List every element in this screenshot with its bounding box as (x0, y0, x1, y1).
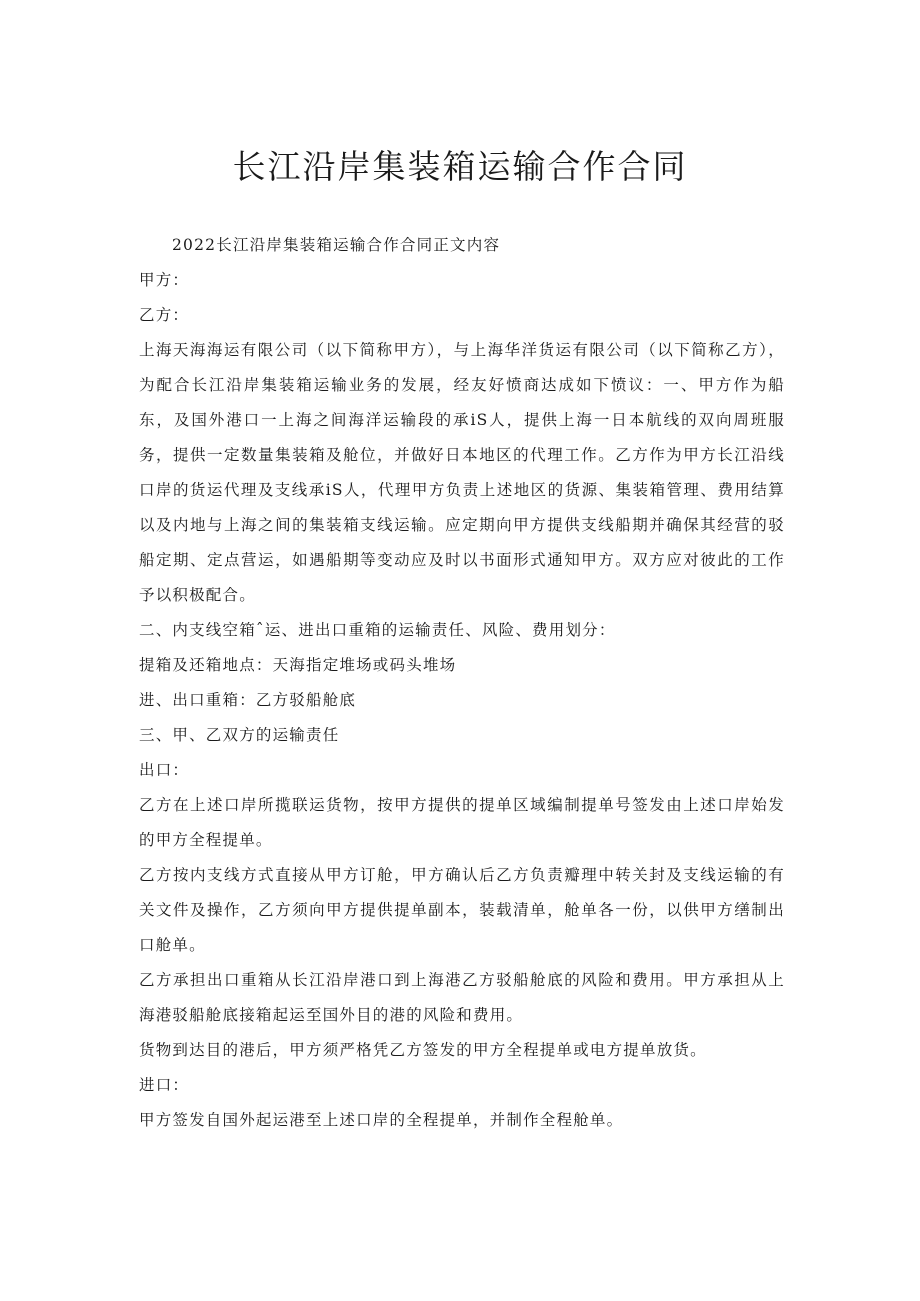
export-paragraph-2: 乙方按内支线方式直接从甲方订舱，甲方确认后乙方负责瓣理中转关封及支线运输的有关文件及操作，乙方须向甲方提供提单副本，装载清单，舱单各一份，以供甲方缮制出口舱单。 (139, 866, 785, 954)
export-paragraph-1: 乙方在上述口岸所揽联运货物，按甲方提供的提单区域编制提单号签发由上述口岸始发的甲方全程提单。 (139, 796, 785, 849)
intro-paragraph: 上海天海海运有限公司（以下简称甲方），与上海华洋货运有限公司（以下简称乙方），为配合长江沿岸集装箱运输业务的发展，经友好愤商达成如下愤议：一、甲方作为船东，及国外港口一上海之间海洋运输段的承iS人，提供上海一日本航线的双向周班服务，提供一定数量集装箱及舱位，并做好日本地区的代理工作。乙方作为甲方长江沿线口岸的货运代理及支线承iS人，代理甲方负责上述地区的货源、集装箱管理、费用结算以及内地与上海之间的集装箱支线运输。应定期向甲方提供支线船期并确保其经营的驳船定期、定点营运，如遇船期等变动应及时以书面形式通知甲方。双方应对彼此的工作予以积极配合。 (139, 341, 785, 604)
import-paragraph-1: 甲方签发自国外起运港至上述口岸的全程提单，并制作全程舱单。 (139, 1111, 624, 1129)
import-heading: 进口： (139, 1076, 190, 1094)
section-three-heading: 三、甲、乙双方的运输责任 (139, 726, 340, 744)
export-heading: 出口： (139, 761, 190, 779)
subtitle-paragraph: 2022长江沿岸集装箱运输合作合同正文内容 (172, 236, 501, 254)
document-body (139, 228, 785, 1138)
heavy-container-paragraph: 进、出口重箱：乙方驳船舱底 (139, 691, 357, 709)
party-b-label: 乙方： (139, 306, 190, 324)
export-paragraph-3: 乙方承担出口重箱从长江沿岸港口到上海港乙方驳船舱底的风险和费用。甲方承担从上海港驳船舱底接箱起运至国外目的港的风险和费用。 (139, 971, 785, 1024)
export-paragraph-4: 货物到达目的港后，甲方须严格凭乙方签发的甲方全程提单或电方提单放货。 (139, 1041, 707, 1059)
party-a-label: 甲方： (139, 271, 190, 289)
document-title: 长江沿岸集装箱运输合作合同 (232, 147, 688, 186)
pickup-location-paragraph: 提箱及还箱地点：天海指定堆场或码头堆场 (139, 656, 457, 674)
section-two-heading: 二、内支线空箱ˆ运、进出口重箱的运输责任、风险、费用划分： (139, 621, 616, 639)
